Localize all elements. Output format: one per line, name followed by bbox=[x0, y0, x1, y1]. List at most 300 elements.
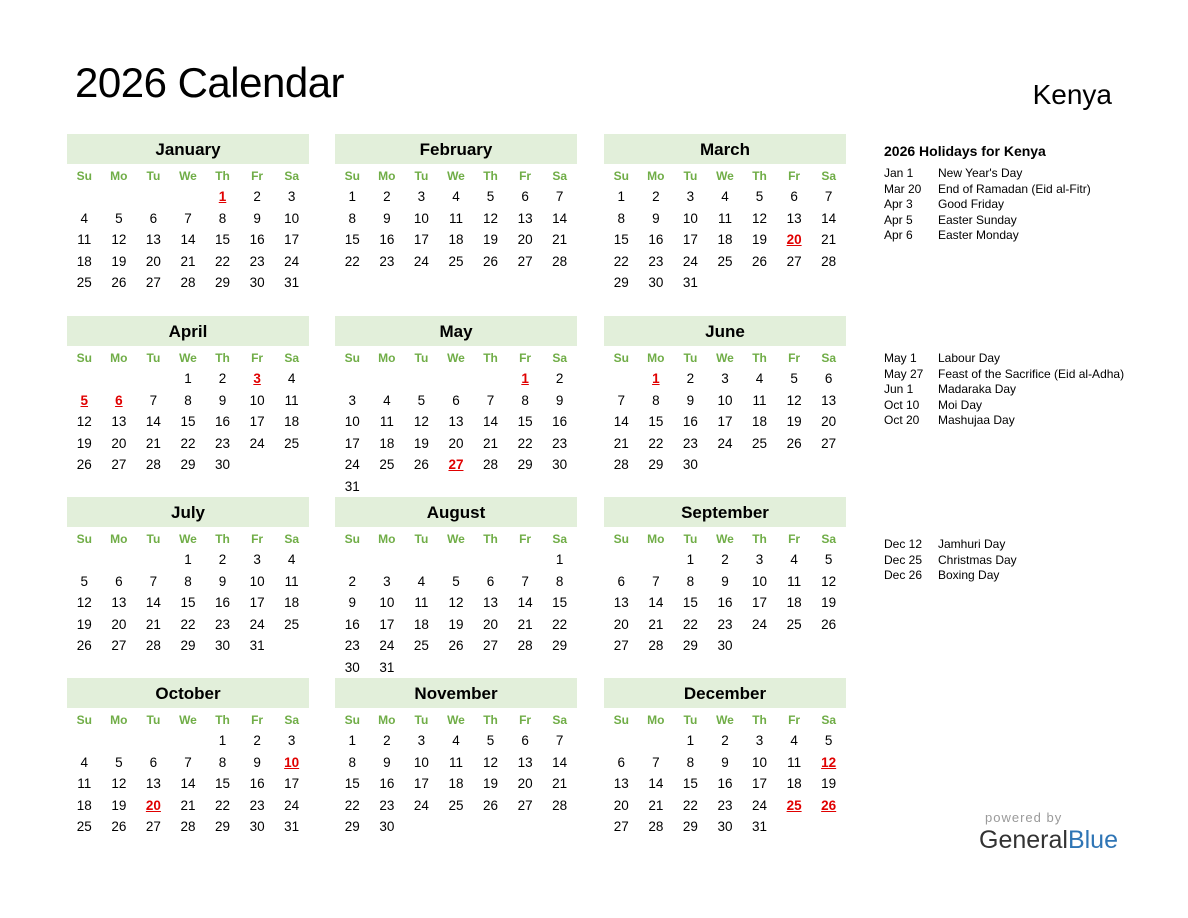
weekday-label: Sa bbox=[821, 532, 836, 546]
day-cell: 15 bbox=[180, 595, 196, 611]
brand-general: General bbox=[979, 826, 1068, 854]
day-cell: 4 bbox=[80, 210, 89, 226]
holiday-group bbox=[884, 166, 1164, 244]
empty-cell bbox=[370, 549, 405, 571]
day-cell: 15 bbox=[682, 776, 698, 792]
day-cell: 10 bbox=[249, 392, 265, 408]
empty-cell bbox=[708, 454, 743, 476]
month-december bbox=[604, 678, 846, 838]
empty-cell bbox=[67, 549, 102, 571]
weekday-label: Fr bbox=[788, 351, 801, 365]
day-cell: 26 bbox=[76, 457, 92, 473]
day-cell: 28 bbox=[180, 275, 196, 291]
weekday-row bbox=[335, 348, 577, 368]
day-cell: 2 bbox=[652, 189, 660, 204]
day-cell: 27 bbox=[145, 275, 161, 291]
holiday-item-name: Christmas Day bbox=[938, 552, 1017, 567]
day-cell: 11 bbox=[77, 232, 92, 248]
day-cell: 8 bbox=[617, 210, 626, 226]
day-cell: 19 bbox=[752, 232, 768, 248]
day-cell: 11 bbox=[752, 392, 767, 408]
day-cell: 21 bbox=[483, 435, 499, 451]
empty-cell bbox=[404, 368, 439, 390]
holiday-date: 1 bbox=[218, 189, 227, 204]
day-cell: 27 bbox=[517, 797, 533, 813]
day-cell: 24 bbox=[413, 253, 429, 269]
day-cell: 16 bbox=[249, 232, 265, 248]
generalblue-logo[interactable] bbox=[979, 826, 1118, 855]
day-cell: 9 bbox=[348, 595, 357, 611]
day-cell: 12 bbox=[76, 414, 92, 430]
day-cell: 31 bbox=[682, 275, 698, 291]
day-cell: 15 bbox=[613, 232, 629, 248]
day-cell: 26 bbox=[752, 253, 768, 269]
weekday-label: Fr bbox=[788, 532, 801, 546]
day-cell: 25 bbox=[284, 435, 300, 451]
empty-cell bbox=[811, 816, 846, 838]
day-cell: 17 bbox=[284, 232, 300, 248]
month-august bbox=[335, 497, 577, 679]
day-cell: 18 bbox=[786, 595, 802, 611]
day-cell: 4 bbox=[452, 189, 460, 204]
day-cell: 19 bbox=[483, 232, 499, 248]
day-cell: 4 bbox=[287, 371, 296, 386]
day-cell: 8 bbox=[555, 573, 564, 589]
week-row bbox=[604, 272, 846, 294]
month-header: February bbox=[335, 134, 577, 164]
day-cell: 8 bbox=[218, 210, 227, 226]
weekday-label: Sa bbox=[552, 351, 567, 365]
day-cell: 4 bbox=[721, 189, 729, 204]
weekday-label: Mo bbox=[110, 713, 128, 727]
weekday-label: Sa bbox=[552, 532, 567, 546]
weekday-label: Sa bbox=[552, 169, 567, 183]
week-row bbox=[604, 773, 846, 795]
weekday-label: Sa bbox=[821, 169, 836, 183]
day-cell: 27 bbox=[483, 638, 499, 654]
week-row bbox=[335, 208, 577, 230]
day-cell: 30 bbox=[648, 275, 664, 291]
day-cell: 7 bbox=[149, 392, 158, 408]
day-cell: 22 bbox=[344, 253, 360, 269]
day-cell: 19 bbox=[821, 776, 837, 792]
weekday-label: Tu bbox=[146, 532, 161, 546]
day-cell: 14 bbox=[552, 754, 568, 770]
weekday-label: Th bbox=[483, 713, 498, 727]
day-cell: 28 bbox=[552, 797, 568, 813]
day-cell: 25 bbox=[76, 819, 92, 835]
day-cell: 16 bbox=[344, 616, 360, 632]
empty-cell bbox=[542, 816, 577, 838]
holiday-date: 27 bbox=[448, 457, 464, 473]
page-title: 2026 Calendar bbox=[75, 59, 345, 106]
month-header: December bbox=[604, 678, 846, 708]
week-row bbox=[335, 571, 577, 593]
weekday-label: Fr bbox=[788, 713, 801, 727]
holiday-item bbox=[884, 213, 1164, 229]
holiday-item-name: Madaraka Day bbox=[938, 382, 1017, 396]
day-cell: 23 bbox=[379, 797, 395, 813]
week-row bbox=[67, 571, 309, 593]
weekday-label: We bbox=[179, 169, 197, 183]
weekday-label: Su bbox=[344, 713, 360, 727]
weekday-label: Th bbox=[752, 169, 767, 183]
empty-cell bbox=[171, 730, 206, 752]
day-cell: 22 bbox=[552, 616, 568, 632]
week-row bbox=[335, 795, 577, 817]
weekday-label: We bbox=[447, 169, 465, 183]
day-cell: 8 bbox=[686, 573, 695, 589]
day-cell: 26 bbox=[413, 457, 429, 473]
empty-cell bbox=[473, 476, 508, 498]
month-may bbox=[335, 316, 577, 498]
holiday-item-date: Jun 1 bbox=[884, 382, 914, 396]
week-row bbox=[335, 614, 577, 636]
month-header: June bbox=[604, 316, 846, 346]
holiday-item-date: May 1 bbox=[884, 351, 917, 365]
weekday-label: Th bbox=[752, 532, 767, 546]
weekday-label: Fr bbox=[251, 713, 264, 727]
empty-cell bbox=[274, 635, 309, 657]
weekday-label: Th bbox=[215, 351, 230, 365]
empty-cell bbox=[777, 454, 812, 476]
day-cell: 26 bbox=[111, 819, 127, 835]
empty-cell bbox=[171, 186, 206, 208]
day-cell: 9 bbox=[721, 573, 729, 589]
holiday-date: 6 bbox=[115, 392, 123, 408]
day-cell: 16 bbox=[215, 595, 231, 611]
day-cell: 21 bbox=[180, 253, 196, 269]
brand-blue: Blue bbox=[1067, 826, 1118, 854]
day-cell: 23 bbox=[344, 638, 360, 654]
weekday-row bbox=[335, 710, 577, 730]
empty-cell bbox=[508, 816, 543, 838]
weekday-row bbox=[335, 529, 577, 549]
day-cell: 22 bbox=[682, 616, 698, 632]
day-cell: 9 bbox=[253, 754, 261, 770]
holiday-item-date: Apr 6 bbox=[884, 228, 913, 242]
weekday-label: Tu bbox=[414, 532, 429, 546]
day-cell: 29 bbox=[613, 275, 629, 291]
month-header: January bbox=[67, 134, 309, 164]
day-cell: 1 bbox=[555, 552, 564, 567]
holiday-item-name: Jamhuri Day bbox=[938, 537, 1006, 551]
day-cell: 29 bbox=[215, 819, 231, 835]
day-cell: 6 bbox=[790, 189, 798, 204]
day-cell: 13 bbox=[483, 595, 499, 611]
day-cell: 10 bbox=[249, 573, 265, 589]
empty-cell bbox=[508, 657, 543, 679]
weekday-label: Fr bbox=[519, 351, 532, 365]
day-cell: 6 bbox=[521, 733, 529, 748]
week-row bbox=[67, 433, 309, 455]
weekday-label: Su bbox=[613, 713, 629, 727]
day-cell: 31 bbox=[284, 275, 300, 291]
month-header: March bbox=[604, 134, 846, 164]
weekday-label: Su bbox=[76, 351, 92, 365]
weekday-row bbox=[604, 710, 846, 730]
day-cell: 7 bbox=[652, 573, 660, 589]
week-row bbox=[604, 635, 846, 657]
day-cell: 20 bbox=[111, 435, 127, 451]
day-cell: 25 bbox=[379, 457, 395, 473]
weekday-label: Sa bbox=[284, 532, 299, 546]
day-cell: 2 bbox=[721, 733, 729, 748]
day-cell: 26 bbox=[76, 638, 92, 654]
empty-cell bbox=[136, 368, 171, 390]
weekday-label: We bbox=[179, 713, 197, 727]
day-cell: 17 bbox=[249, 414, 265, 430]
day-cell: 11 bbox=[284, 573, 299, 589]
day-cell: 24 bbox=[682, 253, 698, 269]
day-cell: 22 bbox=[648, 435, 664, 451]
week-row bbox=[335, 635, 577, 657]
day-cell: 15 bbox=[682, 595, 698, 611]
day-cell: 5 bbox=[486, 733, 495, 748]
day-cell: 19 bbox=[111, 797, 127, 813]
day-cell: 23 bbox=[215, 616, 231, 632]
weekday-label: Sa bbox=[284, 713, 299, 727]
day-cell: 4 bbox=[287, 552, 296, 567]
month-header: September bbox=[604, 497, 846, 527]
day-cell: 13 bbox=[111, 414, 127, 430]
day-cell: 10 bbox=[682, 210, 698, 226]
empty-cell bbox=[473, 368, 508, 390]
empty-cell bbox=[136, 730, 171, 752]
weekday-label: Sa bbox=[821, 713, 836, 727]
day-cell: 10 bbox=[413, 754, 429, 770]
weekday-label: Th bbox=[215, 169, 230, 183]
week-row bbox=[335, 454, 577, 476]
weekday-row bbox=[604, 529, 846, 549]
day-cell: 13 bbox=[821, 392, 837, 408]
day-cell: 28 bbox=[483, 457, 499, 473]
holiday-item bbox=[884, 182, 1164, 198]
day-cell: 8 bbox=[348, 210, 357, 226]
weekday-label: Tu bbox=[414, 713, 429, 727]
day-cell: 18 bbox=[76, 797, 92, 813]
holiday-item-date: Oct 20 bbox=[884, 413, 920, 427]
weekday-label: Mo bbox=[110, 169, 128, 183]
day-cell: 6 bbox=[521, 189, 529, 204]
day-cell: 21 bbox=[145, 435, 161, 451]
day-cell: 24 bbox=[752, 616, 768, 632]
empty-cell bbox=[136, 186, 171, 208]
day-cell: 2 bbox=[253, 189, 261, 204]
day-cell: 6 bbox=[115, 573, 123, 589]
day-cell: 25 bbox=[448, 253, 464, 269]
weekday-label: Th bbox=[215, 713, 230, 727]
day-cell: 3 bbox=[253, 552, 261, 567]
day-cell: 24 bbox=[413, 797, 429, 813]
day-cell: 28 bbox=[517, 638, 533, 654]
day-cell: 27 bbox=[613, 819, 629, 835]
weekday-row bbox=[67, 348, 309, 368]
empty-cell bbox=[639, 730, 674, 752]
weekday-label: Su bbox=[344, 351, 360, 365]
day-cell: 22 bbox=[215, 253, 231, 269]
day-cell: 22 bbox=[344, 797, 360, 813]
empty-cell bbox=[335, 549, 370, 571]
week-row bbox=[67, 614, 309, 636]
weekday-row bbox=[335, 166, 577, 186]
empty-cell bbox=[742, 272, 777, 294]
day-cell: 14 bbox=[483, 414, 499, 430]
day-cell: 3 bbox=[721, 371, 729, 386]
day-cell: 1 bbox=[348, 189, 357, 204]
week-row bbox=[67, 251, 309, 273]
empty-cell bbox=[508, 549, 543, 571]
day-cell: 16 bbox=[215, 414, 231, 430]
week-row bbox=[67, 773, 309, 795]
day-cell: 30 bbox=[215, 638, 231, 654]
day-cell: 2 bbox=[686, 371, 695, 386]
day-cell: 18 bbox=[752, 414, 768, 430]
holiday-item bbox=[884, 382, 1164, 398]
holiday-item-name: Feast of the Sacrifice (Eid al-Adha) bbox=[938, 366, 1125, 381]
week-row bbox=[604, 730, 846, 752]
month-header: April bbox=[67, 316, 309, 346]
week-row bbox=[67, 635, 309, 657]
week-row bbox=[335, 476, 577, 498]
month-july bbox=[67, 497, 309, 657]
weekday-label: Th bbox=[483, 169, 498, 183]
day-cell: 2 bbox=[383, 189, 391, 204]
week-row bbox=[335, 368, 577, 390]
day-cell: 24 bbox=[284, 253, 300, 269]
day-cell: 22 bbox=[180, 616, 196, 632]
month-november bbox=[335, 678, 577, 838]
day-cell: 18 bbox=[448, 776, 464, 792]
week-row bbox=[604, 229, 846, 251]
day-cell: 11 bbox=[379, 414, 394, 430]
day-cell: 27 bbox=[517, 253, 533, 269]
day-cell: 26 bbox=[111, 275, 127, 291]
day-cell: 12 bbox=[483, 754, 499, 770]
day-cell: 3 bbox=[417, 189, 426, 204]
day-cell: 15 bbox=[517, 414, 533, 430]
week-row bbox=[604, 186, 846, 208]
holiday-item-date: Dec 26 bbox=[884, 568, 923, 582]
holiday-item-name: Labour Day bbox=[938, 351, 1001, 365]
day-cell: 10 bbox=[752, 754, 768, 770]
holiday-date: 20 bbox=[145, 797, 161, 813]
empty-cell bbox=[777, 816, 812, 838]
holiday-item bbox=[884, 367, 1164, 383]
empty-cell bbox=[404, 476, 439, 498]
day-cell: 31 bbox=[379, 659, 395, 675]
day-cell: 27 bbox=[111, 457, 127, 473]
day-cell: 20 bbox=[517, 776, 533, 792]
week-row bbox=[335, 592, 577, 614]
holiday-item-name: End of Ramadan (Eid al-Fitr) bbox=[938, 181, 1091, 196]
empty-cell bbox=[439, 549, 474, 571]
day-cell: 6 bbox=[617, 754, 626, 770]
weekday-label: Tu bbox=[683, 713, 698, 727]
holiday-item bbox=[884, 413, 1164, 429]
day-cell: 16 bbox=[682, 414, 698, 430]
weekday-label: Tu bbox=[683, 169, 698, 183]
day-cell: 4 bbox=[755, 371, 764, 386]
day-cell: 11 bbox=[448, 754, 463, 770]
day-cell: 2 bbox=[253, 733, 261, 748]
weekday-row bbox=[604, 166, 846, 186]
weekday-label: Mo bbox=[378, 532, 396, 546]
week-row bbox=[67, 411, 309, 433]
weekday-label: Sa bbox=[284, 351, 299, 365]
weekday-label: Mo bbox=[110, 532, 128, 546]
day-cell: 16 bbox=[717, 776, 733, 792]
day-cell: 22 bbox=[180, 435, 196, 451]
day-cell: 8 bbox=[686, 754, 695, 770]
empty-cell bbox=[136, 549, 171, 571]
holiday-group bbox=[884, 537, 1164, 584]
week-row bbox=[604, 752, 846, 774]
holiday-item bbox=[884, 553, 1164, 569]
week-row bbox=[335, 229, 577, 251]
day-cell: 12 bbox=[111, 232, 127, 248]
empty-cell bbox=[335, 368, 370, 390]
week-row bbox=[67, 208, 309, 230]
month-header: August bbox=[335, 497, 577, 527]
weekday-label: Th bbox=[752, 713, 767, 727]
week-row bbox=[604, 549, 846, 571]
day-cell: 27 bbox=[613, 638, 629, 654]
weekday-label: Su bbox=[76, 169, 92, 183]
holiday-item-date: Dec 25 bbox=[884, 552, 923, 567]
week-row bbox=[67, 454, 309, 476]
weekday-label: We bbox=[447, 532, 465, 546]
week-row bbox=[335, 657, 577, 679]
day-cell: 24 bbox=[752, 797, 768, 813]
day-cell: 5 bbox=[824, 552, 833, 567]
day-cell: 18 bbox=[717, 232, 733, 248]
weekday-label: Fr bbox=[251, 532, 264, 546]
day-cell: 28 bbox=[180, 819, 196, 835]
day-cell: 13 bbox=[613, 776, 629, 792]
day-cell: 30 bbox=[682, 457, 698, 473]
day-cell: 5 bbox=[452, 573, 460, 589]
day-cell: 24 bbox=[379, 638, 395, 654]
day-cell: 21 bbox=[180, 797, 196, 813]
day-cell: 28 bbox=[145, 457, 161, 473]
day-cell: 29 bbox=[180, 638, 196, 654]
holiday-item-name: Good Friday bbox=[938, 197, 1005, 211]
day-cell: 18 bbox=[76, 253, 92, 269]
day-cell: 23 bbox=[215, 435, 231, 451]
holiday-item bbox=[884, 166, 1164, 182]
day-cell: 7 bbox=[617, 392, 626, 408]
day-cell: 16 bbox=[552, 414, 568, 430]
day-cell: 20 bbox=[821, 414, 837, 430]
weekday-label: Mo bbox=[110, 351, 128, 365]
day-cell: 11 bbox=[787, 573, 802, 589]
day-cell: 2 bbox=[218, 371, 227, 386]
weekday-label: Fr bbox=[519, 169, 532, 183]
day-cell: 30 bbox=[552, 457, 568, 473]
day-cell: 2 bbox=[348, 573, 357, 589]
day-cell: 21 bbox=[648, 616, 664, 632]
day-cell: 14 bbox=[145, 595, 161, 611]
day-cell: 12 bbox=[413, 414, 429, 430]
empty-cell bbox=[439, 657, 474, 679]
week-row bbox=[67, 752, 309, 774]
day-cell: 25 bbox=[76, 275, 92, 291]
day-cell: 7 bbox=[184, 754, 192, 770]
week-row bbox=[67, 229, 309, 251]
day-cell: 2 bbox=[721, 552, 729, 567]
day-cell: 20 bbox=[448, 435, 464, 451]
